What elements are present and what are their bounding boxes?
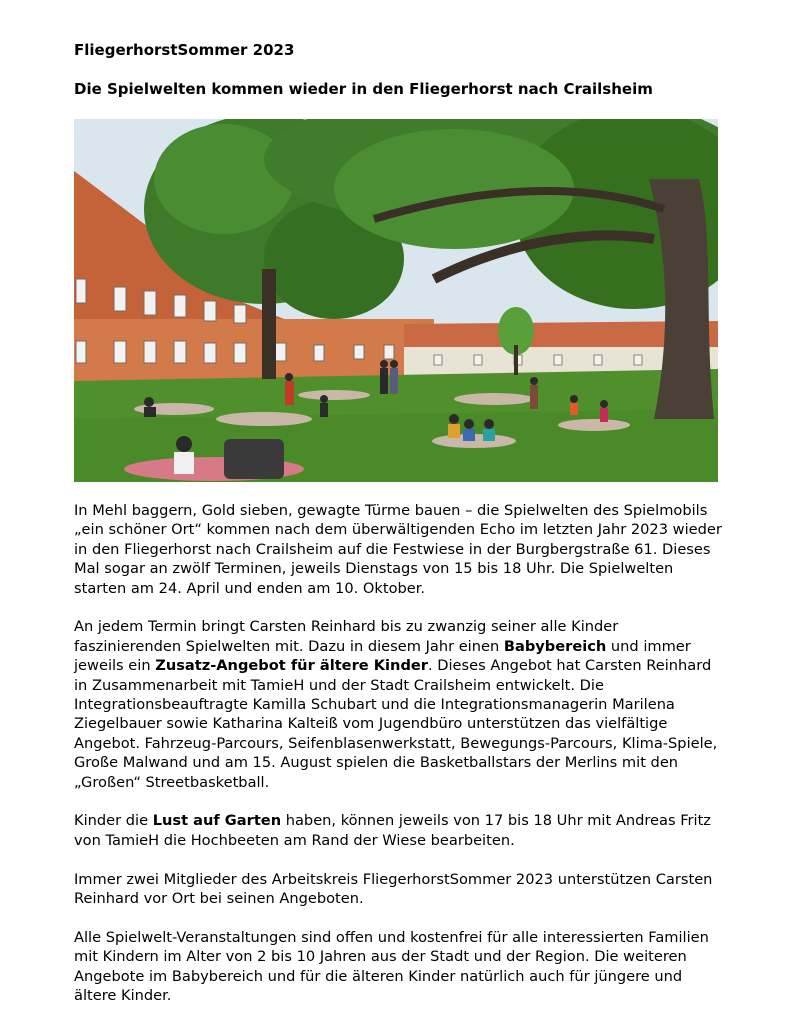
paragraph-text: Immer zwei Mitglieder des Arbeitskreis FliegerhorstSommer 2023 unterstützen Carsten Reinhard vor Ort bei seinen Angeboten. — [74, 870, 713, 908]
paragraph — [74, 928, 724, 1006]
paragraph-text: . Dieses Angebot hat Carsten Reinhard in Zusammenarbeit mit TamieH und der Stadt Crailsheim entwickelt. Die Integrationsbeauftragte Kamilla Schubart und die Integrationsmanagerin Marilena Ziegelbauer sowie Katharina Kalteiß vom Jugendbüro unterstützen das vielfältige Angebot. Fahrzeug-Parcours, Seifenblasenwerkstatt, Bewegungs-Parcours, Klima-Spiele, Große Malwand und am 15. August spielen die Basketballstars der Merlins mit den „Großen“ Streetbasketball. — [74, 657, 718, 791]
paragraph-text: Alle Spielwelt-Veranstaltungen sind offen und kostenfrei für alle interessierten Familien mit Kindern im Alter von 2 bis 10 Jahren aus der Stadt und der Region. Die weiteren Angebote im Babybereich und für die älteren Kinder natürlich auch für jüngere und ältere Kinder. — [74, 928, 709, 1005]
emphasis-text: Zusatz-Angebot für ältere Kinder — [155, 657, 428, 675]
paragraph-text: Kinder die — [74, 812, 153, 830]
emphasis-text: Babybereich — [503, 637, 607, 655]
document-subtitle: Die Spielwelten kommen wieder in den Fliegerhorst nach Crailsheim — [74, 80, 653, 98]
paragraph-text: An jedem Termin bringt Carsten Reinhard bis zu zwanzig seiner alle Kinder faszinierenden Spielwelten mit. Dazu in diesem Jahr einen — [74, 618, 619, 655]
paragraph — [74, 617, 724, 792]
document-title: FliegerhorstSommer 2023 — [74, 41, 295, 59]
event-photo — [74, 119, 718, 482]
paragraph-text: und immer jeweils ein — [74, 637, 691, 675]
article-body — [74, 501, 724, 1025]
paragraph-text: haben, können jeweils von 17 bis 18 Uhr mit Andreas Fritz von TamieH die Hochbeeten am Rand der Wiese bearbeiten. — [74, 812, 711, 849]
emphasis-text: Lust auf Garten — [152, 812, 282, 830]
paragraph — [74, 501, 724, 598]
paragraph — [74, 870, 724, 909]
paragraph — [74, 811, 724, 850]
paragraph-text: In Mehl baggern, Gold sieben, gewagte Türme bauen – die Spielwelten des Spielmobils „ein schöner Ort“ kommen nach dem überwältigenden Echo im letzten Jahr 2023 wieder in den Fliegerhorst nach Crailsheim auf die Festwiese in der Burgbergstraße 61. Dieses Mal sogar an zwölf Terminen, jeweils Dienstags von 15 bis 18 Uhr. Die Spielwelten starten am 24. April und enden am 10. Oktober. — [74, 502, 722, 597]
